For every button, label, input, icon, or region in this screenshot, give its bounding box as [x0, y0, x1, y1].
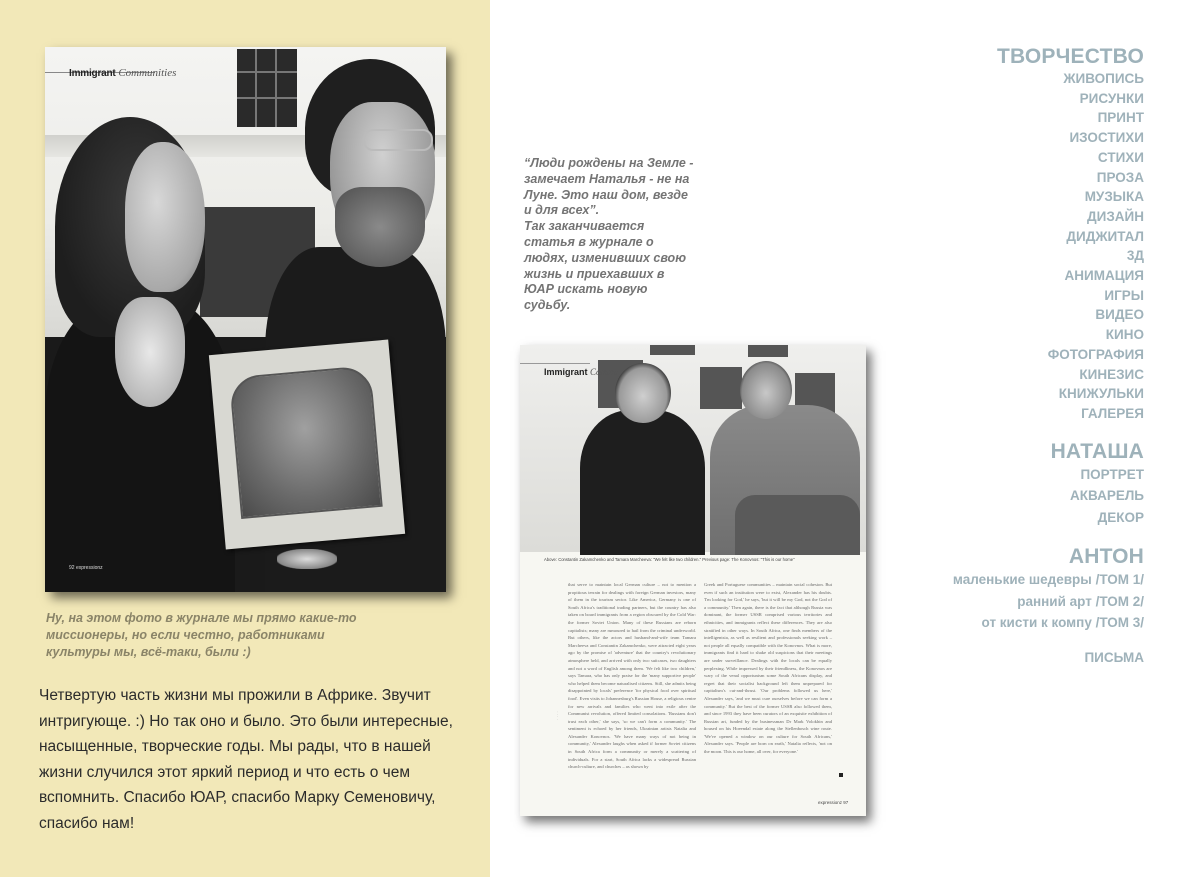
nav-section-natasha[interactable]: НАТАША	[1050, 439, 1144, 463]
nav-item-proza[interactable]: ПРОЗА	[1096, 169, 1144, 185]
nav-item-knizhulki[interactable]: КНИЖУЛЬКИ	[1058, 386, 1144, 402]
nav-item-portret[interactable]: ПОРТРЕТ	[1080, 466, 1144, 482]
article-column-1: that serve to maintain local German culture – not to mention a propitious terrain for dealings with foreign German investors, many of them in the tourism sector. Like America, Germany is one of South Africa's traditional trading partners, but the country has also taken on board immigrants from a region obscured by the Cold War: the former Soviet Union. Many of these Russians are reborn capitalists; many are rumoured to hail from the criminal underworld. But others, like the actors and husband-and-wife team Tamara Marcheeva and Constantin Zakamchenko, were attracted eight years ago by the promise of 'adventure' that the country's revolutionary atmosphere held, and arrived with only two suitcases, two daughters and not a word of English among them. 'We felt like two children,' says Tamara, who has only praise for the 'many supportive people' who helped them become naturalised citizens. Still, she admits being disappointed by locals' preference 'for physical food over spiritual food'. Even visits to Johannesburg's Russian House, a religious centre for new arrivals and families who went into exile after the Communist revolution, offered limited consolations. 'Russians don't trust each other,' she says, 'so we can't form a community.' The sentiment is echoed by her friends, Ukrainian artists Natalia and Alexander Konovnos. 'We have many ways of not being in community,' Alexander laughs when asked if former Soviet citizens in South Africa form a community or merely a scattering of individuals. For a start, South Africa lacks a widespread Russian church-culture, and churches – as shown by	[568, 582, 697, 770]
nav-item-pisma[interactable]: ПИСЬМА	[1084, 649, 1144, 665]
nav-item-risunki[interactable]: РИСУНКИ	[1079, 90, 1144, 106]
photo-religious-icon	[209, 340, 405, 550]
nav-item-stikhi[interactable]: СТИХИ	[1097, 149, 1144, 165]
magazine-header-italic: Commu	[590, 367, 619, 377]
nav-item-kinezis[interactable]: КИНЕЗИС	[1079, 366, 1144, 382]
photo-window-pane	[700, 367, 742, 409]
magazine-footer: 92 expressionz	[69, 565, 103, 571]
nav-spacer	[953, 528, 1144, 545]
magazine-header-bold: Immigrant	[69, 68, 116, 79]
body-paragraph: Четвертую часть жизни мы прожили в Африке. Звучит интригующе. :) Но так оно и было. Это были интересные, насыщенные, творческие годы. Мы рады, что в нашей жизни случился этот яркий период и что есть о чем вспомнить. Спасибо ЮАР, спасибо Марку Семеновичу, спасибо нам!	[39, 687, 453, 832]
nav-item-dekor[interactable]: ДЕКОР	[1097, 509, 1144, 525]
nav-item-muzyka[interactable]: МУЗЫКА	[1084, 189, 1144, 205]
quote-text: “Люди рождены на Земле - замечает Наталья - не на Луне. Это наш дом, везде и для всех”.	[524, 156, 694, 218]
nav-item-tom-2[interactable]: ранний арт /ТОМ 2/	[1017, 593, 1144, 609]
nav-item-izostikhi[interactable]: ИЗОСТИХИ	[1069, 130, 1144, 146]
nav-item-kino[interactable]: КИНО	[1105, 327, 1144, 343]
nav-spacer	[953, 424, 1144, 440]
quote-context: Так заканчивается статья в журнале о людях, изменивших свою жизнь и приехавших в ЮАР искать новую судьбу.	[524, 219, 686, 313]
photo-woman-head	[615, 363, 671, 423]
photo-window	[237, 49, 297, 127]
magazine-header-italic: Communities	[118, 67, 177, 79]
nav-item-zhivopis[interactable]: ЖИВОПИСЬ	[1063, 71, 1144, 86]
article-side-note: · · · ·	[555, 711, 560, 720]
article-photo-caption: Above: Constantin Zakamchenko and Tamara Marcheeva: "We felt like two children." Previous page: The Konovnos: "This is our home"	[544, 557, 795, 562]
nav-item-didzhital[interactable]: ДИДЖИТАЛ	[1066, 228, 1144, 244]
nav-item-3d[interactable]: 3Д	[1126, 248, 1144, 264]
photo-window-pane	[650, 345, 695, 355]
photo-window-pane	[748, 345, 788, 357]
nav-item-video[interactable]: ВИДЕО	[1095, 307, 1144, 323]
nav-spacer	[953, 634, 1144, 647]
magazine-page-footer: expressionz 97	[818, 800, 849, 805]
article-end-mark	[839, 773, 843, 777]
nav-item-tom-3[interactable]: от кисти к компу /ТОМ 3/	[981, 615, 1144, 631]
photo-man-head	[740, 361, 792, 419]
nav-item-dizain[interactable]: ДИЗАЙН	[1087, 208, 1144, 224]
magazine-photo-portrait	[45, 47, 446, 592]
article-photo	[520, 345, 866, 552]
nav-item-fotografiya[interactable]: ФОТОГРАФИЯ	[1047, 346, 1144, 362]
article-column-2: Greek and Portuguese communities – maintain social cohesion. But even if such an institution were to exist, Alexander has his doubts. 'I'm looking for God,' he says, 'but it will be my God, not the God of a community.' Then again, there is the fact that although Russia was dominant, the former USSR comprised various territories and ethnicities, and immigrants reflect these differences. They are also stratified in other ways. In South Africa, one finds members of the intelligentsia, as well as resilient and professionals seeking work – not people all equally compatible with the Konovnos. What is more, immigrants find it hard to shake old suspicions that their meetings are under surveillance. Dealings with the locals can be equally perplexing. While impressed by their friendliness, the Konovnos are wary of the venal opportunism some South Africans display, and regret that their socialist background left them unprepared for capitalism's cut-and-thrust. 'Our problems followed us here,' Alexander says, 'and we must cure ourselves before we can form a community.' But the best of the former USSR also followed them, and since 1993 they have been curators of an exquisite exhibition of Russian art, funded by the businessman Dr Mark Volokhin and housed on his Hoeendal estate along the Stellenbosch wine route. 'We've opened a window on our culture for South Africans,' Alexander says. 'People are born on earth,' Natalia reflects, 'not on the moon. This is our home, all over, for everyone.'	[704, 582, 832, 755]
nav-item-print[interactable]: ПРИНТ	[1097, 110, 1144, 126]
nav-item-tom-1[interactable]: маленькие шедевры /ТОМ 1/	[952, 572, 1144, 588]
site-navigation	[953, 45, 1144, 668]
magazine-page-article	[520, 345, 866, 816]
photo-hands	[277, 549, 337, 569]
nav-item-galereya[interactable]: ГАЛЕРЕЯ	[1081, 405, 1144, 421]
article-quote	[524, 156, 694, 314]
nav-item-akvarel[interactable]: АКВАРЕЛЬ	[1070, 488, 1144, 504]
photo-scarf	[115, 297, 185, 407]
photo-glasses	[363, 129, 433, 151]
magazine-header	[544, 367, 618, 377]
photo-man-legs	[735, 495, 860, 555]
nav-section-anton[interactable]: АНТОН	[1068, 545, 1144, 569]
photo-woman-face	[125, 142, 205, 292]
nav-item-igry[interactable]: ИГРЫ	[1104, 287, 1144, 303]
nav-item-animatsiya[interactable]: АНИМАЦИЯ	[1064, 268, 1144, 284]
magazine-header-bold: Immigrant	[544, 367, 588, 377]
magazine-rule	[520, 363, 590, 364]
nav-section-tvorchestvo[interactable]: ТВОРЧЕСТВО	[996, 45, 1144, 68]
photo-icon-image	[229, 365, 383, 519]
magazine-header	[69, 67, 176, 79]
photo-caption: Ну, на этом фото в журнале мы прямо какие-то миссионеры, но если честно, работниками культуры мы, всё-таки, были :)	[46, 611, 357, 659]
photo-woman	[580, 410, 705, 555]
photo-man-beard	[335, 187, 425, 267]
